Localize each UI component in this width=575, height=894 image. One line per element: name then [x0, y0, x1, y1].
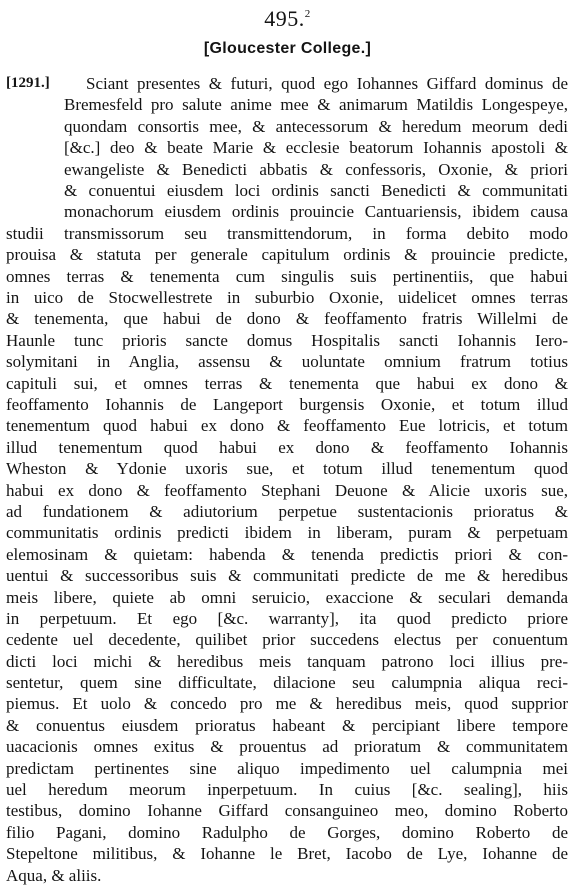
text-line: in uico de Stocwellestrete in suburbio Oxonie, uidelicet omnes terras: [6, 287, 568, 307]
text-line: meis libere, quiete ab omni seruicio, exaccione & seculari demanda: [6, 587, 568, 607]
text-line: Haunle tunc prioris sancte domus Hospitalis sancti Iohannis Iero-: [6, 330, 568, 350]
text-line: communitatis ordinis predicti ibidem in liberam, puram & perpetuam: [6, 523, 568, 543]
text-line: & conuentui eiusdem loci ordinis sancti Benedicti & communitati: [64, 181, 568, 200]
text-line: predictam pertinentes sine aliquo impedimento uel calumpnia mei: [6, 758, 568, 778]
charter-number-text: 495.: [264, 6, 305, 31]
text-line: quondam consortis mee, & antecessorum & heredum meorum dedi: [64, 116, 568, 136]
text-line: & conuentus eiusdem prioratus habeant & percipiant libere tempore: [6, 715, 568, 735]
college-title: [Gloucester College.]: [203, 40, 372, 57]
text-line: ewangeliste & Benedicti abbatis & confessoris, Oxonie, & priori: [64, 159, 568, 179]
margin-date: [1291.]: [6, 75, 50, 91]
text-line: capituli sui, et omnes terras & tenementa que habui ex dono &: [6, 373, 568, 393]
text-line: Aqua, & aliis.: [6, 865, 102, 885]
text-line: uel heredum meorum inperpetuum. In cuius [&c. sealing], hiis: [6, 780, 568, 799]
text-line: in perpetuum. Et ego [&c. warranty], ita quod predicto priore: [6, 608, 568, 628]
text-line: [&c.] deo & beate Marie & ecclesie beatorum Iohannis apostoli &: [64, 138, 568, 158]
text-line: & tenementa, que habui de dono & feoffamento fratris Willelmi de: [6, 309, 568, 329]
text-line: tenementum quod habui ex dono & feoffamento Eue lotricis, et totum: [6, 416, 568, 436]
text-line: ad fundationem & adiutorium perpetue sustentacionis prioratus &: [6, 501, 568, 521]
footnote-ref: 2: [304, 8, 311, 20]
text-line: dicti loci michi & heredibus meis tanquam patrono loci illius pre-: [6, 651, 568, 671]
text-line: studii transmissorum seu transmittendorum, in forma debito modo: [6, 223, 568, 243]
text-line: piemus. Et uolo & concedo pro me & heredibus meis, quod supprior: [6, 694, 568, 714]
text-line: uacacionis omnes exitus & prouentus ad prioratum & communitatem: [6, 737, 568, 757]
text-line: monachorum eiusdem ordinis prouincie Cantuariensis, ibidem causa: [64, 202, 568, 222]
text-line: filio Pagani, domino Radulpho de Gorges, domino Roberto de: [6, 822, 568, 842]
text-line: habui ex dono & feoffamento Stephani Deuone & Alicie uxoris sue,: [6, 480, 568, 500]
text-line: Stepeltone militibus, & Iohanne le Bret, Iacobo de Lye, Iohanne de: [6, 844, 568, 864]
text-line: omnes terras & tenementa cum singulis suis pertinentiis, que habui: [6, 266, 568, 286]
text-line: prouisa & statuta per generale capitulum ordinis & prouincie predicte,: [6, 245, 568, 265]
text-line: Bremesfeld pro salute anime mee & animarum Matildis Longespeye,: [64, 95, 568, 115]
text-line: Wheston & Ydonie uxoris sue, et totum illud tenementum quod: [6, 459, 568, 479]
text-line: elemosinam & quietam: habenda & tenenda predictis priori & con-: [6, 544, 568, 564]
text-line: Sciant presentes & futuri, quod ego Iohannes Giffard dominus de: [86, 74, 568, 93]
text-line: uentui & successoribus suis & communitati predicte de me & heredibus: [6, 566, 568, 586]
text-line: cedente uel decedente, quilibet prior succedens electus per conuentum: [6, 630, 568, 650]
text-line: testibus, domino Iohanne Giffard consanguineo meo, domino Roberto: [6, 801, 568, 821]
text-line: sentetur, quem sine difficultate, dilacione seu calumpnia aliqua reci-: [6, 673, 568, 693]
text-line: feoffamento Iohannis de Langeport burgensis Oxonie, et totum illud: [6, 394, 568, 414]
text-line: illud tenementum quod habui ex dono & feoffamento Iohannis: [6, 437, 568, 457]
text-line: solymitani in Anglia, assensu & uoluntate omnium fratrum totius: [6, 352, 568, 372]
